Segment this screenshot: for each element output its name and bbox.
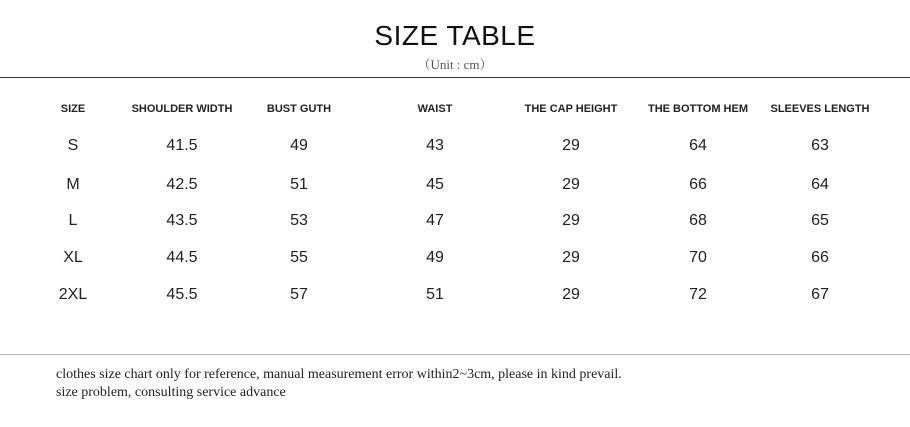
measurement-cell: 65 [811, 212, 829, 229]
measurement-cell: 45.5 [166, 286, 198, 303]
top-divider [0, 77, 910, 78]
header-cell: SHOULDER WIDTH [131, 103, 233, 115]
measurement-cell: 64 [811, 176, 829, 193]
header-cell: SLEEVES LENGTH [770, 103, 870, 115]
measurement-cell: 43 [426, 137, 444, 154]
note-line-2: size problem, consulting service advance [56, 385, 286, 400]
size-label: L [68, 212, 78, 229]
measurement-cell: 41.5 [166, 137, 198, 154]
measurement-cell: 72 [689, 286, 707, 303]
note-line-1: clothes size chart only for reference, manual measurement error within2~3cm, please in kind prevail. [56, 367, 622, 382]
measurement-cell: 44.5 [166, 249, 198, 266]
measurement-cell: 53 [290, 212, 308, 229]
measurement-cell: 64 [689, 137, 707, 154]
header-cell: BUST GUTH [266, 103, 332, 115]
measurement-cell: 57 [290, 286, 308, 303]
size-label: XL [63, 249, 83, 266]
measurement-cell: 70 [689, 249, 707, 266]
size-label: M [66, 176, 80, 193]
measurement-cell: 66 [689, 176, 707, 193]
measurement-cell: 45 [426, 176, 444, 193]
measurement-cell: 68 [689, 212, 707, 229]
measurement-cell: 47 [426, 212, 444, 229]
measurement-cell: 29 [562, 137, 580, 154]
measurement-cell: 51 [426, 286, 444, 303]
measurement-cell: 55 [290, 249, 308, 266]
page-title: SIZE TABLE [374, 20, 536, 51]
measurement-cell: 49 [290, 137, 308, 154]
measurement-cell: 67 [811, 286, 829, 303]
measurement-cell: 29 [562, 212, 580, 229]
header-cell: WAIST [417, 103, 453, 115]
measurement-cell: 29 [562, 176, 580, 193]
header-cell: SIZE [60, 103, 86, 115]
measurement-cell: 43.5 [166, 212, 198, 229]
header-cell: THE BOTTOM HEM [647, 103, 748, 115]
bottom-divider [0, 354, 910, 355]
measurement-cell: 66 [811, 249, 829, 266]
measurement-cell: 29 [562, 286, 580, 303]
measurement-cell: 49 [426, 249, 444, 266]
size-label: 2XL [58, 286, 88, 303]
measurement-cell: 42.5 [166, 176, 198, 193]
header-cell: THE CAP HEIGHT [524, 103, 618, 115]
measurement-cell: 51 [290, 176, 308, 193]
size-label: S [67, 137, 79, 154]
measurement-cell: 63 [811, 137, 829, 154]
unit-label: （Unit : cm） [417, 57, 493, 72]
measurement-cell: 29 [562, 249, 580, 266]
